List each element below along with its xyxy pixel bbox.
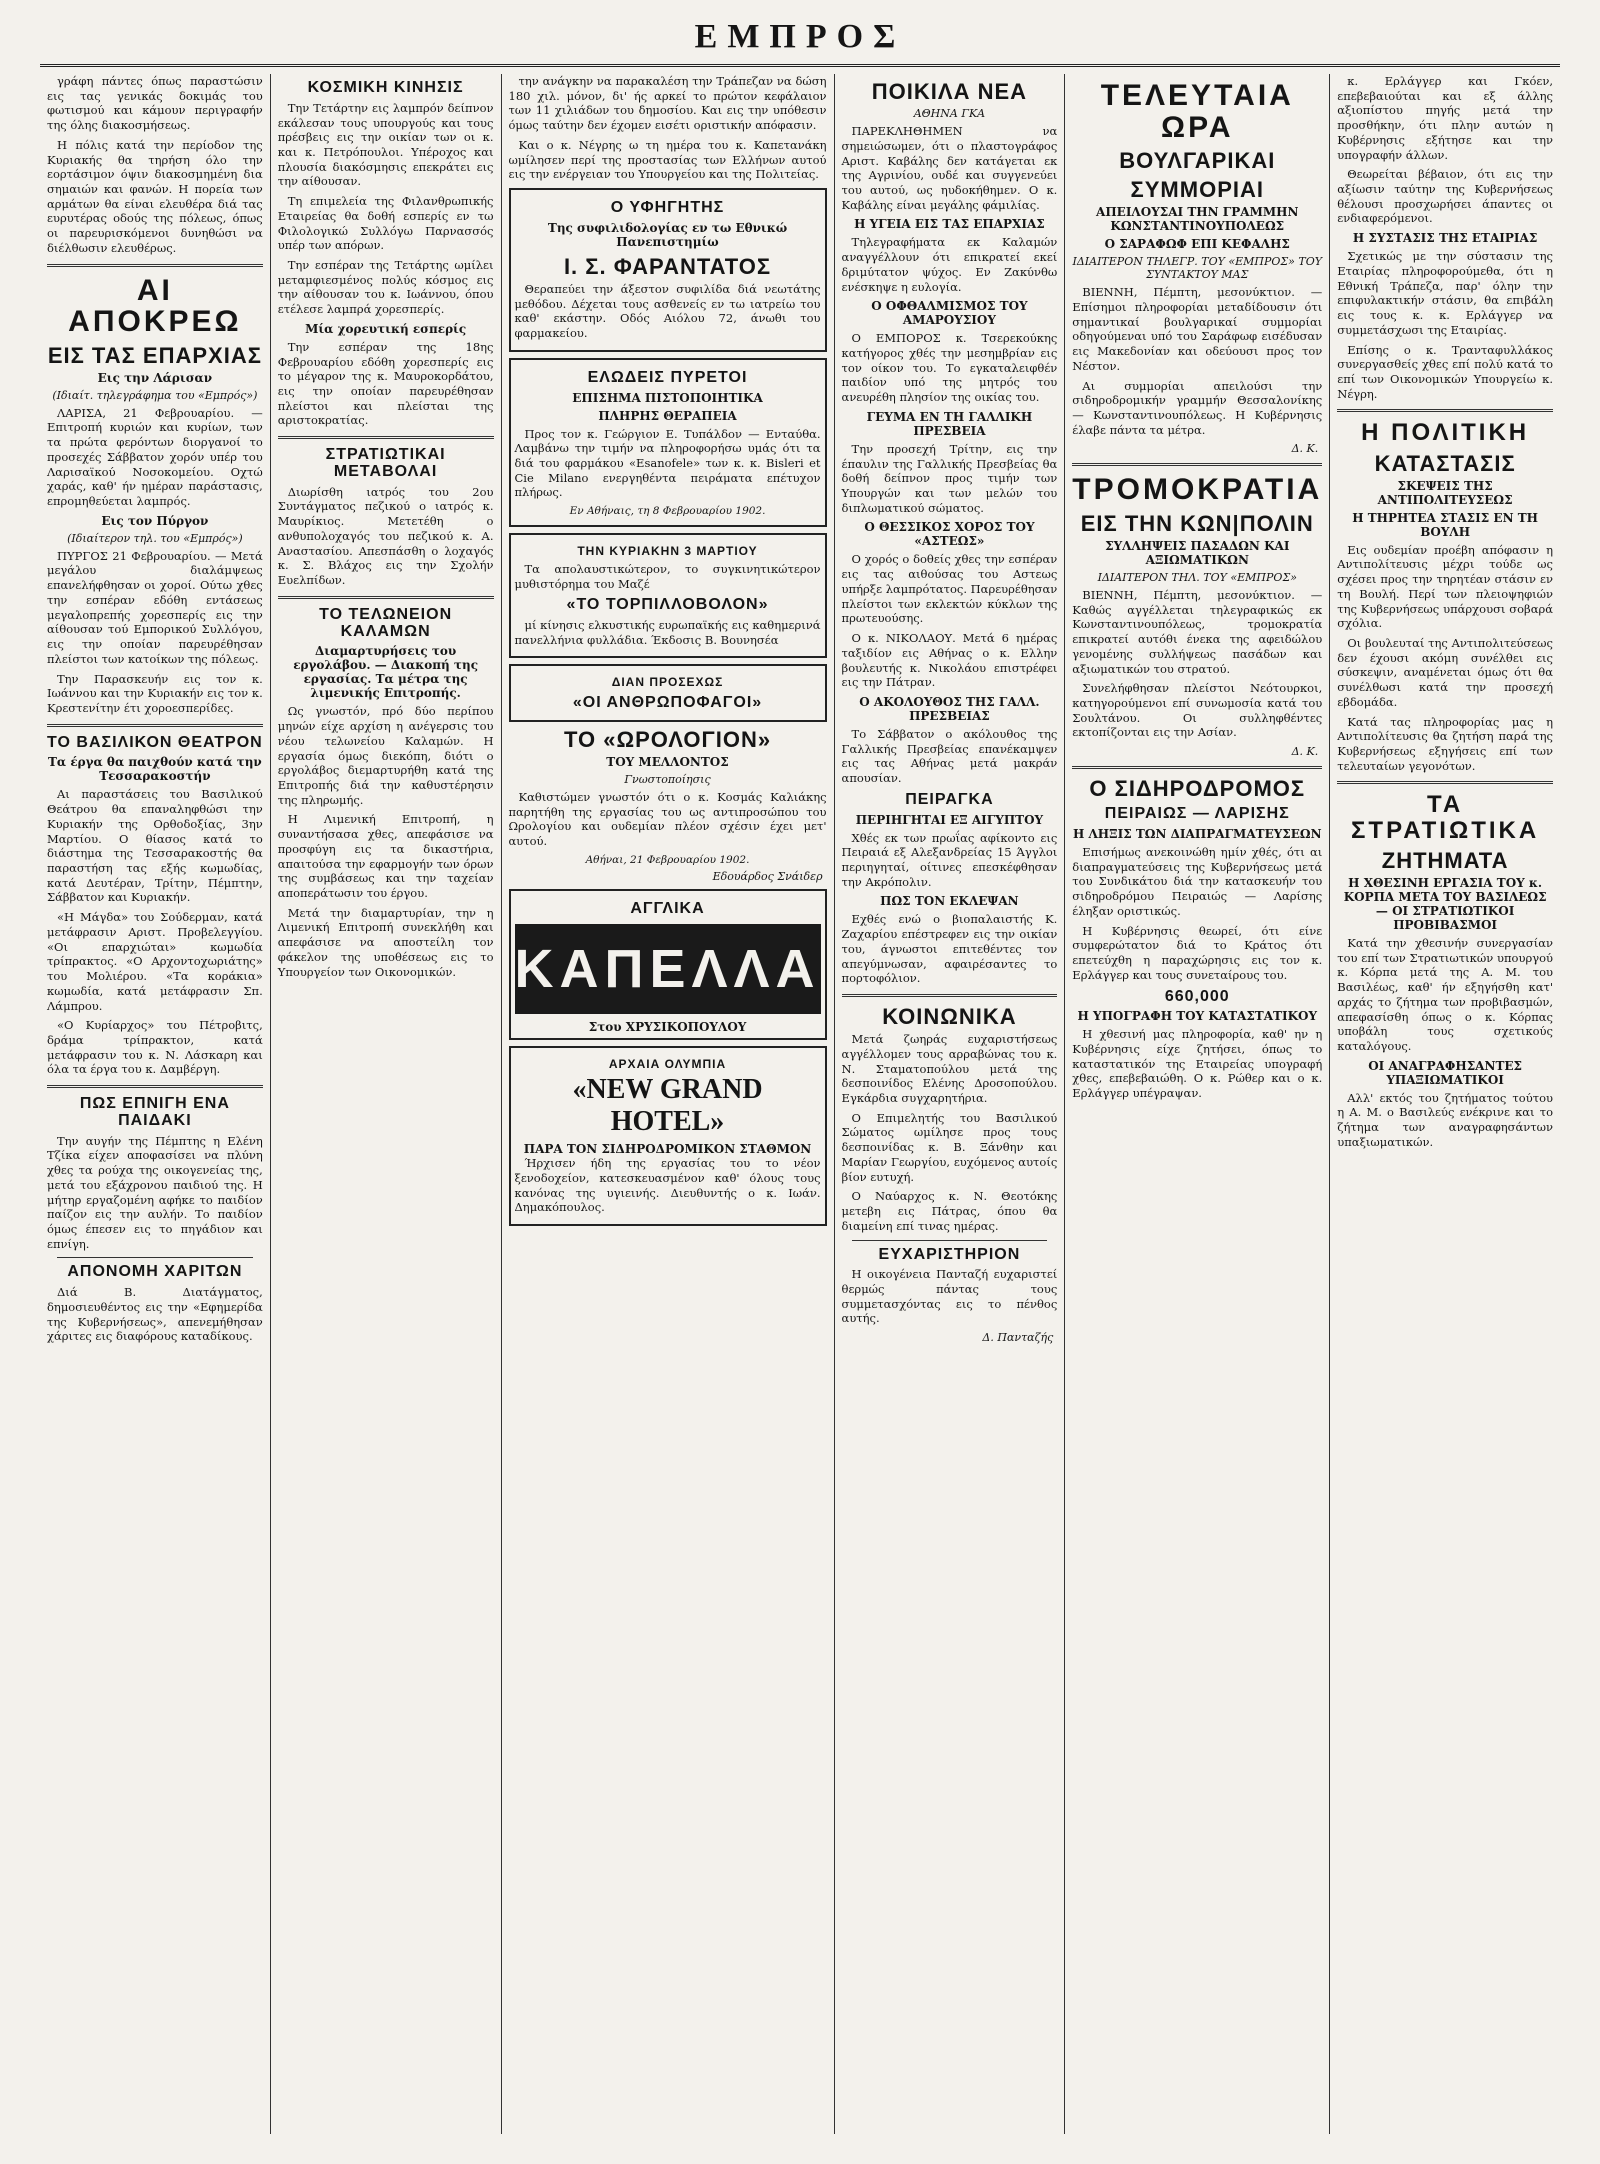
article-text: Την εσπέραν της 18ης Φεβρουαρίου εδόθη χορεσπερίς εις το μέγαρον της κ. Μαυροκορδάτου, εις την οποίαν παρευρέθησαν πλείστοι και πλείσται της αριστοκρατίας. [277,339,494,428]
headline-konpolin: ΕΙΣ ΤΗΝ ΚΩΝ|ΠΟΛΙΝ [1080,510,1314,536]
article-text: ΠΑΡΕΚΛΗΘΗΜΕΝ να σημειώσωμεν, ότι ο πλαστογράφος Αριστ. Καβάλης δεν κατάγεται εκ της Αγρινίου, ουδέ και συγγενεύει του αυτού, ως ηυδοκήθημεν. Ο κ. Καβάλης είναι μεγάλης φάμιλίας. [841,124,1058,212]
headline-voulgarikai: ΒΟΥΛΓΑΡΙΚΑΙ [1119,148,1276,173]
divider [1072,463,1322,466]
headline-teleutaia: ΤΕΛΕΥΤΑΙΑ ΩΡΑ [1100,79,1294,144]
divider [47,1085,263,1088]
signature: Δ. Κ. [1291,442,1319,456]
article-text: Συνελήφθησαν πλείστοι Νεότουρκοι, κατηγορούμενοι επί συνωμοσία κατά του Σουλτάνου. Οι συλληφθέντες εκτοπίζονται εις την Ασίαν. [1072,681,1323,740]
article-text: Η Λιμενική Επιτροπή, η συναντήσασα χθες, απεφάσισε να προσφύγη εις τα δικαστήρια, απαιτούσα την εφαρμογήν των όρων της συμβάσεως και την ταχείαν αποπεράτωσιν του έργου. [277,812,494,901]
subheading: Η ΤΗΡΗΤΕΑ ΣΤΑΣΙΣ ΕΝ ΤΗ ΒΟΥΛΗ [1352,510,1538,539]
headline-katastasis: ΚΑΤΑΣΤΑΣΙΣ [1374,450,1516,476]
article-text: Επισήμως ανεκοινώθη ημίν χθές, ότι αι διαπραγματεύσεις της Κυβερνήσεως μετά του Συνδικάτου διά την κατασκευήν του σιδηροδρόμου Πειραιώς — Λαρίσης έληξαν οριστικώς. [1072,845,1323,918]
subheading-note: (Ιδιαίτερον τηλ. του «Εμπρός») [67,531,243,545]
subheading: ΠΛΗΡΗΣ ΘΕΡΑΠΕΙΑ [598,408,737,423]
article-text: ΒΙΕΝΝΗ, Πέμπτη, μεσονύκτιον. — Καθώς αγγέλλεται τηλεγραφικώς εκ Κωνσταντινουπόλεως, τρομοκρατία επικρατεί αυτόθι ένεκα της αφειδώλου γενομένης συλλήψεως πασάδων και αξιωματικών του στρατού. [1072,587,1323,676]
subheading: ΠΩΣ ΤΟΝ ΕΚΛΕΨΑΝ [880,894,1019,909]
advertisement-torpillovolon [509,533,827,658]
divider [1337,781,1553,784]
article-text: Χθές εκ των πρωΐας αφίκοντο εις Πειραιά εξ Αλεξανδρείας 15 Άγγλοι περιηγηταί, οίτινες επεσκέφθησαν την Ακρόπολιν. [841,830,1058,889]
masthead [40,18,1560,67]
subheading: Η ΛΗΞΙΣ ΤΩΝ ΔΙΑΠΡΑΓΜΑΤΕΥΣΕΩΝ [1072,827,1322,842]
article-text: Την αυγήν της Πέμπτης η Ελένη Τζίκα είχεν αποφασίσει να πλύνη χθες τα ρούχα της οικογενείας της, μετά του εξάχρονου παιδιού της. Η μήτηρ εργαζομένη αφήκε το παιδίον παίζον εις την αυλήν. Το παιδίον όμως έπεσεν εις το πηγάδιον και επνίγη. [47,1133,263,1251]
dateline: Εν Αθήναις, τη 8 Φεβρουαρίου 1902. [569,505,766,518]
advertisement-pyretoi [509,358,827,527]
article-text: Εις ουδεμίαν προέβη απόφασιν η Αντιπολίτευσις μέχρι τούδε ως σχέσει προς την τηρητέαν στάσιν εν τη Βουλή. Περί των πλειοψηφιών της Κυβερνήσεως υπάρχουσι σοβαρά σχόλια. [1337,542,1553,631]
ad-text: Ήρχισεν ήδη της εργασίας του το νέον ξενοδοχείον, κατεσκευασμένον καθ' όλους τους κανόνας της υγιεινής. Διευθυντής ο κ. Ιωάν. Δημακόπουλος. [514,1156,821,1215]
subheading: Ο ΟΦΘΑΛΜΙΣΜΟΣ ΤΟΥ ΑΜΑΡΟΥΣΙΟΥ [871,299,1028,328]
article-text: Αι συμμορίαι απειλούσι την σιδηροδρομικήν γραμμήν Θεσσαλονίκης — Κωνσταντινουπόλεως. Η Κυβέρνησις έλαβε πάντα τα μέτρα. [1072,378,1323,437]
subheading: Τα έργα θα παιχθούν κατά την Τεσσαρακοστήν [47,755,262,784]
headline-teloneion: ΤΟ ΤΕΛΩΝΕΙΟΝ ΚΑΛΑΜΩΝ [319,605,453,640]
highlighted-number: 660,000 [1164,987,1230,1005]
article-text: Τηλεγραφήματα εκ Καλαμών αναγγέλλουν ότι επικρατεί εκεί δριμύτατον ψύχος. Εν Ζακύνθω ενέσκηψε η ευλογία. [841,235,1058,294]
article-text: Η Κυβέρνησις θεωρεί, ότι είνε συμφερώτατον διά το Κράτος ότι επετεύχθη η παραχώρησις εις τον κ. Ερλάγγερ και τους συνεταίρους του. [1072,923,1323,982]
column-4 [835,74,1066,2134]
article-text: Ο ΕΜΠΟΡΟΣ κ. Τσερεκούκης κατήγορος χθές την μεσημβρίαν εις τον οίκον του. Το εγκαταλειφθέν παιδίον υπό της μητρός του ανευρέθη πλησίον της οικίας του. [841,331,1058,405]
article-text: Ο χορός ο δοθείς χθες την εσπέραν εις τας αιθούσας του Αστεως υπήρξε λαμπρότατος. Παρευρέθησαν πλείστοι των εκλεκτών κύκλων της πρωτευούσης. [841,552,1058,626]
kapella-banner: ΚΑΠΕΛΛΑ [515,924,821,1014]
advertisement-kapella [509,889,827,1040]
subheading: ΣΚΕΨΕΙΣ ΤΗΣ ΑΝΤΙΠΟΛΙΤΕΥΣΕΩΣ [1377,478,1513,507]
headline-martiou: ΤΗΝ ΚΥΡΙΑΚΗΝ 3 ΜΑΡΤΙΟΥ [577,544,758,559]
subheading: ΟΙ ΑΝΑΓΡΑΦΗΣΑΝΤΕΣ ΥΠΑΞΙΩΜΑΤΙΚΟΙ [1368,1058,1523,1087]
article-text: κ. Ερλάγγερ και Γκόεν, επεβεβαιούται και εξ άλλης αξιοπίστου πηγής μετά την προσθήκην, ότι πλην αυτών η Κυβέρνησις εξήτησε και την υπογραφήν άλλων. [1337,74,1553,162]
ad-text: Τα απολαυστικώτερον, το συγκινητικώτερον μυθιστόρημα του Μαζέ [514,561,821,591]
subheading-note: ΑΘΗΝΑ ΓΚΑ [913,107,986,121]
headline-theatron: ΤΟ ΒΑΣΙΛΙΚΟΝ ΘΕΑΤΡΟΝ [47,733,263,751]
headline-symmoriai: ΣΥΜΜΟΡΙΑΙ [1130,177,1264,203]
article-text: Τη επιμελεία της Φιλανθρωπικής Εταιρείας θα δοθή εσπερίς εν τω Φιλολογικώ Συλλόγω Παρνασσός υπέρ των απόρων. [277,194,494,253]
article-text: ΒΙΕΝΝΗ, Πέμπτη, μεσονύκτιον. — Επίσημοι πληροφορίαι μεταδίδουσιν ότι σημαντικαί βουλγαρικαί συμμορίαι οδηγούμεναι υπό του Σαράφωφ εισέδυσαν εις Μακεδονίαν και οδεύουσι προς τον Νέστον. [1072,285,1323,373]
article-text: γράφη πάντες όπως παραστώσιν εις τας γενικάς δοκιμάς του φωτισμού και κάμουν περιγραφήν της όλης διακοσμήσεως. [47,74,263,133]
advertisement-yfigitis [509,188,827,352]
divider [47,724,263,727]
article-text: Κατά την χθεσινήν συνεργασίαν του επί των Στρατιωτικών υπουργού κ. Κόρπα μετά της Α. Μ. του Βασιλέως, καθ' ήν εξηγήσθη κατ' αρχάς το ζήτημα των προβιβασμών, απεφασίσθη όπως ο κ. Κόρπας υποβάλη τους σχετικούς καταλόγους. [1337,935,1553,1053]
headline-apokreo: ΑΙ ΑΠΟΚΡΕΩ [68,273,242,339]
column-5 [1065,74,1330,2134]
dateline: Αθήναι, 21 Φεβρουαρίου 1902. [585,853,750,866]
headline-olympia: ΑΡΧΑΙΑ ΟΛΥΜΠΙΑ [608,1056,727,1071]
divider [278,436,494,439]
advertisement-anthropofagoi [509,664,827,721]
headline-eparchias: ΕΙΣ ΤΑΣ ΕΠΑΡΧΙΑΣ [47,342,262,368]
headline-peira: ΠΕΙΡΑΓΚΑ [905,790,994,808]
divider [47,264,263,267]
subheading: Ο ΘΕΣΣΙΚΟΣ ΧΟΡΟΣ ΤΟΥ «ΑΣΤΕΩΣ» [864,520,1035,549]
article-text: Η οικογένεια Πανταζή ευχαριστεί θερμώς πάντας τους συμμετασχόντας εις το πένθος αυτής. [841,1267,1058,1326]
subheading-note: (Ιδιαίτ. τηλεγράφημα του «Εμπρός») [52,388,258,402]
ad-text: Προς τον κ. Γεώργιον Ε. Τυπάλδον — Ενταύθα. Λαμβάνω την τιμήν να πληροφορήσω υμάς ότι τα διά του φαρμάκου «Esanofele» των κ. κ. Bisleri et Cie Milano ενεργηθέντα πειράματα επέτυχον πλήρως. [514,426,821,500]
article-text: Το Σάββατον ο ακόλουθος της Γαλλικής Πρεσβείας επανέκαμψεν εις τας Αθήνας μετά μακράν απουσίαν. [841,726,1058,786]
article-text: Ο κ. ΝΙΚΟΛΑΟΥ. Μετά 6 ημέρας ταξιδίον εις Αθήνας ο κ. Ελλην βουλευτής κ. Νικολάου επιστρέφει εις την Πάτραν. [841,631,1058,690]
headline-prosexos: ΔΙΑΝ ΠΡΟΣΕΧΩΣ [611,675,724,690]
hotel-name: «NEW GRAND HOTEL» [572,1074,763,1138]
subheading-note: ΙΔΙΑΙΤΕΡΟΝ ΤΗΛ. ΤΟΥ «ΕΜΠΡΟΣ» [1097,570,1297,584]
headline-anthropofagoi: «ΟΙ ΑΝΘΡΩΠΟΦΑΓΟΙ» [572,694,763,712]
subheading: Εις τον Πύργον [101,513,209,528]
article-text: «Ο Κυρίαρχος» του Πέτροβιτς, δράμα τρίπρακτον, κατά μετάφρασιν του κ. Ν. Λάσκαρη και όλα τα έργα του κ. Δαμβέργη. [47,1018,263,1077]
divider [278,596,494,599]
headline-orologion: ΤΟ «ΩΡΟΛΟΓΙΟΝ» [563,726,772,752]
headline-anglika: ΑΓΓΛΙΚΑ [630,899,705,917]
headline-metavolai: ΣΤΡΑΤΙΩΤΙΚΑΙ ΜΕΤΑΒΟΛΑΙ [325,446,446,480]
subheading: ΤΟΥ ΜΕΛΛΟΝΤΟΣ [606,754,729,769]
advertisement-hotel [509,1046,827,1226]
subheading: Η ΥΠΟΓΡΑΦΗ ΤΟΥ ΚΑΤΑΣΤΑΤΙΚΟΥ [1077,1009,1318,1024]
subheading: Η ΧΘΕΣΙΝΗ ΕΡΓΑΣΙΑ ΤΟΥ κ. ΚΟΡΠΑ ΜΕΤΑ ΤΟΥ ΒΑΣΙΛΕΩΣ — ΟΙ ΣΤΡΑΤΙΩΤΙΚΟΙ ΠΡΟΒΙΒΑΣΜΟΙ [1343,875,1547,932]
headline-torpillovolon: «ΤΟ ΤΟΡΠΙΛΛΟΒΟΛΟΝ» [566,596,769,614]
ad-text: μί κίνησις ελκυστικής ευρωπαϊκής εις καθημερινά πανελλήνια φυλλάδια. Έκδοσις Β. Βουνησέα [514,618,821,647]
subheading: Η ΥΓΕΙΑ ΕΙΣ ΤΑΣ ΕΠΑΡΧΙΑΣ [854,217,1045,232]
article-text: Οι βουλευταί της Αντιπολιτεύσεως δεν έχουσι ακόμη συνέλθει εις σύσκεψιν, αναμένεται όμως ότι θα συνέλθωσι κατά την προσεχή εβδομάδα. [1337,635,1553,709]
headline-sidirodromos: Ο ΣΙΔΗΡΟΔΡΟΜΟΣ [1089,776,1306,802]
article-text: Σχετικώς με την σύστασιν της Εταιρίας πληροφορούμεθα, ότι η Εθνική Τράπεζα, παρ' όλην την επιφυλακτικήν στάσιν, θα επιβάλη εις τους κ. κ. Ερλάγγερ να συμμετάσχωσι της Εταιρίας. [1337,249,1553,337]
headline-zitimata: ΖΗΤΗΜΑΤΑ [1381,847,1509,873]
column-2 [271,74,502,2134]
subheading-note: Γνωστοποίησις [624,772,711,786]
headline-politiki: Η ΠΟΛΙΤΙΚΗ [1361,419,1530,447]
hotel-location: ΠΑΡΑ ΤΟΝ ΣΙΔΗΡΟΔΡΟΜΙΚΟΝ ΣΤΑΘΜΟΝ [523,1142,812,1157]
article-text: Διωρίσθη ιατρός του 2ου Συντάγματος πεζικού ο ιατρός κ. Μαυρίκιος. Μετετέθη ο ανθυπολοχαγός του πεζικού κ. Α. Αναστασίου. Απεσπάσθη ο λοχαγός κ. Σ. Βλάχος εις την Σχολήν Ευελπίδων. [277,484,494,588]
subheading: Ο ΣΑΡΑΦΩΦ ΕΠΙ ΚΕΦΑΛΗΣ [1104,237,1290,252]
newspaper-title: ΕΜΠΡΟΣ [694,18,906,55]
article-text: ΛΑΡΙΣΑ, 21 Φεβρουαρίου. — Επιτροπή κυριών και κυρίων, των τα πρώτα φερόντων διοργανοί το προσεχές Σάββατον χορόν υπέρ του Λαρισαϊκού Νοσοκομείου. Οχτώ χαράς, καθ' ήν ημέραν παράστασις, επρομηθεύεται λαμπρός. [47,405,263,509]
signature: Εδουάρδος Σνάιδερ [712,869,823,883]
divider [57,1257,253,1258]
subheading: Η ΣΥΣΤΑΣΙΣ ΤΗΣ ΕΤΑΙΡΙΑΣ [1352,231,1538,246]
subheading: Ο ΑΚΟΛΟΥΘΟΣ ΤΗΣ ΓΑΛΛ. ΠΡΕΣΒΕΙΑΣ [859,694,1040,723]
article-text: ΠΥΡΓΟΣ 21 Φεβρουαρίου. — Μετά μεγάλου διαλάμψεως επανελήφθησαν οι χοροί. Ούτω χθες την εσπέραν εδόθη εντάσεως μεγαλοπρεπής χορεσπερίς εις την αίθουσαν τού Εμπορικού Συλλόγου, εις την οποίαν παρευρέθησαν πλείστοι των κατοίκων της πόλεως. [47,548,263,666]
article-text: Την Παρασκευήν εις τον κ. Ιωάννου και την Κυριακήν εις τον κ. Κρεστενίτην έτι χοροεσπερίδες. [47,671,263,715]
headline-kosmiki: ΚΟΣΜΙΚΗ ΚΙΝΗΣΙΣ [307,79,464,96]
article-text: Αι παραστάσεις του Βασιλικού Θεάτρου θα επαναληφθώσι την Κυριακήν της Ορθοδοξίας, 3ην Μαρτίου. Ο θίασος κατά το διάστημα της Τεσσαρακοστής θα παραστήση τας εξής κωμωδίας, κατά Δευτέραν, Τρίτην, Πέμπτην, Σάββατον και Κυριακήν. [47,787,263,905]
subheading: ΓΕΥΜΑ ΕΝ ΤΗ ΓΑΛΛΙΚΗ ΠΡΕΣΒΕΙΑ [866,409,1033,438]
article-text: Ο Ναύαρχος κ. Ν. Θεοτόκης μετεβη εις Πάτρας, όπου θα διαμείνη επί τινας ημέρας. [841,1189,1058,1233]
article-text: την ανάγκην να παρακαλέση την Τράπεζαν να δώση 180 χιλ. μόνον, δι' ής αρκεί το πρώτον κεφάλαιον των 11 χιλιάδων του δημοσίου. Και εις την υπόθεσιν όμως ταύτην δεν έχομεν εισέτι οριστικήν απόφασιν. [508,74,827,133]
article-text: Ως γνωστόν, πρό δύο περίπου μηνών είχε αρχίση η ανέγερσις του νέου τελωνείου Καλαμών. Η εργασία όμως διεκόπη, διότι ο εργολάβος διεμαρτυρήθη κατά της Επιτροπής διά την καθυστέρησιν της πληρωμής. [277,704,494,807]
article-text: Η πόλις κατά την περίοδον της Κυριακής θα τηρήση όλο την εορτάσιμον όψιν διακοσμημένη δια σημαιών και φανών. Η πορεία των αρμάτων θα είναι ελευθέρα διά τας ευρυτέρας οδούς της πόλεως, όπως οι παρευρισκόμενοι δυνηθώσι να διέλθωσιν ελευθέρως. [47,137,263,255]
article-text: Εχθές ενώ ο βιοπαλαιστής Κ. Ζαχαρίου επέστρεφεν εις την οικίαν του, άγνωστοι επιτεθέντες τον απεγύμνωσαν, αφαιρέσαντες το πορτοφόλιον. [841,912,1058,986]
article-text: Την προσεχή Τρίτην, εις την έπαυλιν της Γαλλικής Πρεσβείας θα δοθή δείπνον προς τιμήν των Υπουργών και των μελών του διπλωματικού σώματος. [841,441,1058,515]
signature: Δ. Πανταζής [982,1331,1054,1345]
columns [40,74,1560,2134]
subheading: ΑΠΕΙΛΟΥΣΑΙ ΤΗΝ ΓΡΑΜΜΗΝ ΚΩΝΣΤΑΝΤΙΝΟΥΠΟΛΕΩΣ [1096,205,1299,234]
article-text: Αλλ' εκτός του ζητήματος τούτου η Α. Μ. ο Βασιλεύς ενέκρινε και το ζήτημα των αναγραφησάντων υπαξιωματικών. [1337,1090,1553,1149]
divider [1072,766,1322,769]
subheading: Μία χορευτική εσπερίς [305,321,467,336]
subheading: ΕΠΙΣΗΜΑ ΠΙΣΤΟΠΟΙΗΤΙΚΑ [572,390,763,405]
article-text: Κατά τας πληροφορίας μας η Αντιπολίτευσις θα ζητήση παρά της Κυβερνήσεως εξηγήσεις επί των τελευταίων γεγονότων. [1337,714,1553,773]
signature: Δ. Κ. [1291,745,1319,759]
headline-pyretoi: ΕΛΩΔΕΙΣ ΠΥΡΕΤΟΙ [587,368,748,386]
headline-stratiotika: ΤΑ ΣΤΡΑΤΙΩΤΙΚΑ [1351,791,1540,844]
article-text: Καθιστώμεν γνωστόν ότι ο κ. Κοσμάς Καλιάκης παρητήθη της εργασίας του ως αντιπροσώπου του Ωρολογίου και ουδεμίαν πλέον σχέσιν έχει μετ' αυτού. [508,789,827,849]
headline-tromokratia: ΤΡΟΜΟΚΡΑΤΙΑ [1072,473,1323,507]
headline-paidaki: ΠΩΣ ΕΠΝΙΓΗ ΕΝΑ ΠΑΙΔΑΚΙ [79,1095,230,1129]
column-1 [40,74,271,2134]
subheading: Διαμαρτυρήσεις του εργολάβου. — Διακοπή της εργασίας. Τα μέτρα της λιμενικής Επιτροπής. [293,644,479,701]
headline-yfigitis: Ο ΥΦΗΓΗΤΗΣ [610,199,725,217]
article-text: Ο Επιμελητής του Βασιλικού Σώματος ωμίλησε προς τους δεσποινίδας κ. Β. Ξάνθην και Μαρίαν Γεωργίου, ευχόμενος αυτοίς βίον ευτυχή. [841,1110,1058,1184]
article-text: «Η Μάγδα» του Σούδερμαν, κατά μετάφρασιν Αριστ. Προβελεγγίου. «Οι επαρχιώται» κωμωδία τρίπρακτος. «Ο Αρχοντοχωριάτης» του Μολιέρου. «Τα κοράκια» κωμωδία, κατά μετάφρασιν Σπ. Λάμπρου. [47,910,263,1013]
article-text: Την Τετάρτην εις λαμπρόν δείπνον εκάλεσαν τους υπουργούς και τους πρέσβεις εις την οικίαν των οι κ. και κ. Πετρόπουλοι. Υπέροχος και πλουσία διακόσμησις επεκράτει εις την αίθουσαν. [277,100,494,189]
subheading: Της συφιλιδολογίας εν τω Εθνικώ Πανεπιστημίω [547,220,788,249]
article-text: Επίσης ο κ. Τρανταφυλλάκος συνεργασθείς χθες επί πολύ κατά το επί των Οικονομικών Υπουργείω κ. Νέγρη. [1337,342,1553,401]
article-text: Την εσπέραν της Τετάρτης ωμίλει μεταμφιεσμένος πολύς κόσμος εις την αίθουσαν του κ. Ιωάννου, όπου ετέλεσε λαμπρά χορεσπερίς. [277,257,494,317]
divider [842,994,1058,997]
article-text: Μετά την διαμαρτυρίαν, την η Λιμενική Επιτροπή συνεκλήθη και απεφάσισε να αποστείλη τον φάκελον της υποθέσεως εις το Υπουργείον των Οικονομικών. [277,905,494,979]
article-text: Θεωρείται βέβαιον, ότι εις την αξίωσιν ταύτην της Κυβερνήσεως θέλουσι προσχωρήσει άπαντες οι ενδιαφερόμενοι. [1337,167,1553,226]
article-text: Η χθεσινή μας πληροφορία, καθ' ην η Κυβέρνησις είχε ζητήσει, όπως το καταστατικόν της Εταιρείας υπογραφή χθες, επεβεβαιώθη. Ο κ. Ρώθερ και ο κ. Ερλάγγερ υπέγραψαν. [1072,1027,1323,1101]
subheading-note: ΙΔΙΑΙΤΕΡΟΝ ΤΗΛΕΓΡ. ΤΟΥ «ΕΜΠΡΟΣ» ΤΟΥ ΣΥΝΤΑΚΤΟΥ ΜΑΣ [1072,255,1323,282]
kapella-shop: Στου ΧΡΥΣΙΚΟΠΟΥΛΟΥ [588,1019,747,1034]
headline-peiraios: ΠΕΙΡΑΙΩΣ — ΛΑΡΙΣΗΣ [1104,805,1290,823]
headline-poikila: ΠΟΙΚΙΛΑ ΝΕΑ [871,79,1028,104]
headline-eukharistirion: ΕΥΧΑΡΙΣΤΗΡΙΟΝ [878,1245,1021,1263]
subheading: ΣΥΛΛΗΨΕΙΣ ΠΑΣΑΔΩΝ ΚΑΙ ΑΞΙΩΜΑΤΙΚΩΝ [1105,538,1290,567]
subheading: ΠΕΡΙΗΓΗΤΑΙ ΕΞ ΑΙΓΥΠΤΟΥ [855,812,1044,827]
headline-xariton: ΑΠΟΝΟΜΗ ΧΑΡΙΤΩΝ [67,1263,243,1281]
article-text: Διά Β. Διατάγματος, δημοσιευθέντος εις την «Εφημερίδα της Κυβερνήσεως», απενεμήθησαν χάριτες εις διαφόρους καταδίκους. [47,1285,263,1344]
ad-text: Θεραπεύει την άξεστον συφιλίδα διά νεωτάτης μεθόδου. Δέχεται τους ασθενείς εν τω ιατρείω του καθ' εκάστην. Οδός Αιόλου 72, άνωθι του φαρμακείου. [514,281,821,341]
column-3 [502,74,835,2134]
subheading: Εις την Λάρισαν [97,370,213,385]
column-6 [1330,74,1560,2134]
article-text: Και ο κ. Νέγρης ω τη ημέρα του κ. Καπετανάκη ωμίλησεν περί της προστασίας των Ελλήνων αυτού εις την ενέργειαν του Υπουργείου και της Πολιτείας. [508,137,827,182]
divider [1337,409,1553,412]
doctor-name: Ι. Σ. ΦΑΡΑΝΤΑΤΟΣ [563,253,772,279]
divider [852,1240,1048,1241]
article-text: Μετά ζωηράς ευχαριστήσεως αγγέλλομεν τους αρραβώνας του κ. Ν. Σταματοπούλου μετά της δεσποινίδος Ελένης Δροσοπούλου. Εγκάρδια συγχαρητήρια. [841,1032,1058,1106]
headline-koinonika: ΚΟΙΝΩΝΙΚΑ [882,1004,1017,1030]
